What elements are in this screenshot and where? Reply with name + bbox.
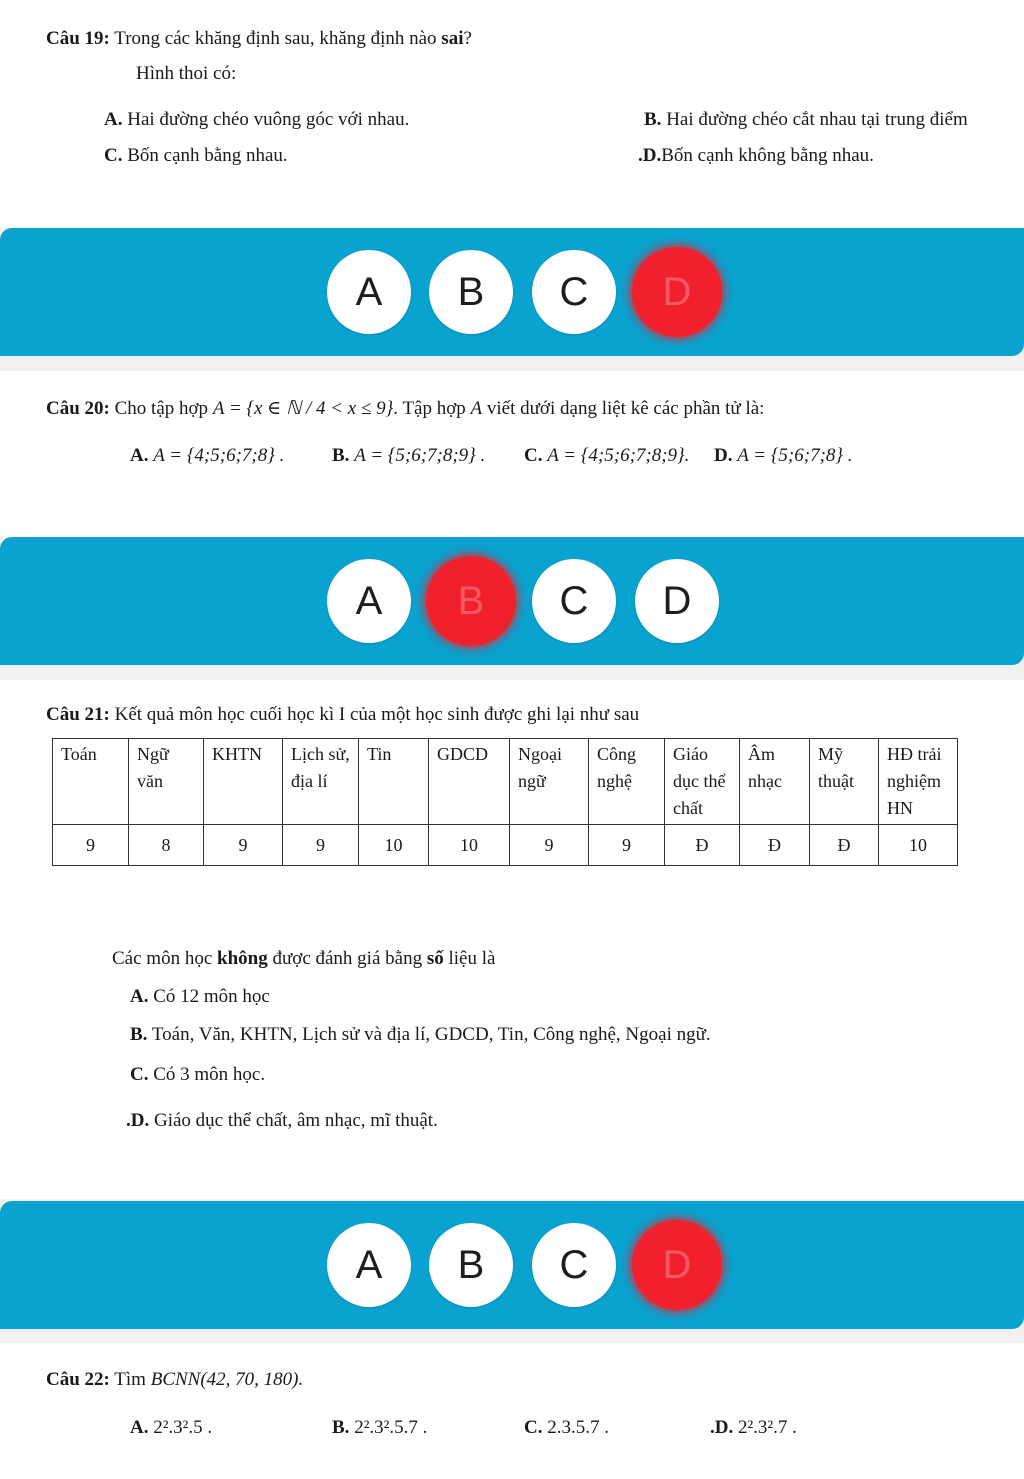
q19-choice-d[interactable]: D [635,250,719,334]
value-cell: 9 [283,825,359,866]
question-19-text: Câu 19: Trong các khăng định sau, khăng định nào sai? [46,28,472,49]
table-values-row [53,825,958,866]
q22-option-b: B. 2².3².5.7 . [332,1417,428,1438]
q21-choice-a[interactable]: A [327,1223,411,1307]
header-cell: Tin [359,739,429,825]
q19-option-a: A. Hai đường chéo vuông góc với nhau. [104,109,410,130]
q22-option-a: A. 2².3².5 . [130,1417,213,1438]
value-cell: Đ [810,825,879,866]
grades-table [52,738,958,866]
q21-choice-b[interactable]: B [429,1223,513,1307]
q19-answer-choices [0,228,1024,356]
q19-option-d: .D.Bốn cạnh không bằng nhau. [638,145,874,166]
q20-option-c: C. A = {4;5;6;7;8;9}. [524,445,690,466]
value-cell: Đ [740,825,810,866]
question-21-text: Câu 21: Kết quả môn học cuối học kì I của một học sinh được ghi lại như sau [46,704,640,725]
q19-option-c: C. Bốn cạnh bằng nhau. [104,145,288,166]
header-cell: Âm nhạc [740,739,810,825]
q21-option-d: .D. Giáo dục thể chất, âm nhạc, mĩ thuật. [126,1110,438,1131]
value-cell: 9 [204,825,283,866]
table-header-row [53,739,958,825]
header-cell: Ngoại ngữ [510,739,589,825]
header-cell: Giáo dục thể chất [665,739,740,825]
q19-option-b: B. Hai đường chéo cắt nhau tại trung điểm [644,109,968,130]
q20-choice-d[interactable]: D [635,559,719,643]
q20-choice-a[interactable]: A [327,559,411,643]
set-expression: A = {x ∈ ℕ / 4 < x ≤ 9} [212,398,394,419]
question-20-card [0,371,1024,537]
value-cell: 10 [429,825,510,866]
q21-option-b: B. Toán, Văn, KHTN, Lịch sử và địa lí, GDCD, Tin, Công nghệ, Ngoại ngữ. [130,1024,711,1045]
q19-choice-b[interactable]: B [429,250,513,334]
value-cell: 9 [589,825,665,866]
question-22-card [0,1343,1024,1479]
question-22-text: Câu 22: Tìm BCNN(42, 70, 180). [46,1369,304,1390]
q22-option-c: C. 2.3.5.7 . [524,1417,609,1438]
value-cell: Đ [665,825,740,866]
header-cell: Mỹ thuật [810,739,879,825]
q20-option-d: D. A = {5;6;7;8} . [714,445,853,466]
header-cell: GDCD [429,739,510,825]
q20-option-a: A. A = {4;5;6;7;8} . [130,445,285,466]
q20-answer-bar [0,537,1024,665]
question-21-prompt: Các môn học không được đánh giá bằng số liệu là [112,948,496,969]
value-cell: 9 [510,825,589,866]
q21-choice-d[interactable]: D [635,1223,719,1307]
header-cell: Lịch sử, địa lí [283,739,359,825]
q21-answer-choices [0,1201,1024,1329]
q22-option-d: .D. 2².3².7 . [710,1417,797,1438]
value-cell: 8 [129,825,204,866]
q19-choice-a[interactable]: A [327,250,411,334]
question-20-text: Câu 20: Cho tập hợp A = {x ∈ ℕ / 4 < x ≤ 9}. Tập hợp A viết dưới dạng liệt kê các phần tử là: [46,398,765,419]
header-cell: KHTN [204,739,283,825]
q21-option-c: C. Có 3 môn học. [130,1064,266,1085]
q19-choice-c[interactable]: C [532,250,616,334]
q19-answer-bar [0,228,1024,356]
value-cell: 9 [53,825,129,866]
q20-answer-choices [0,537,1024,665]
bcnn-expression: BCNN(42, 70, 180). [150,1369,304,1390]
q21-option-a: A. Có 12 môn học [130,986,270,1007]
question-19-subtitle: Hình thoi có: [136,63,237,84]
q21-answer-bar [0,1201,1024,1329]
value-cell: 10 [879,825,958,866]
q20-choice-b[interactable]: B [429,559,513,643]
q21-choice-c[interactable]: C [532,1223,616,1307]
q20-option-b: B. A = {5;6;7;8;9} . [332,445,486,466]
question-19-card [0,0,1024,228]
header-cell: Công nghệ [589,739,665,825]
q20-choice-c[interactable]: C [532,559,616,643]
header-cell: HĐ trải nghiệm HN [879,739,958,825]
header-cell: Ngữ văn [129,739,204,825]
value-cell: 10 [359,825,429,866]
header-cell: Toán [53,739,129,825]
